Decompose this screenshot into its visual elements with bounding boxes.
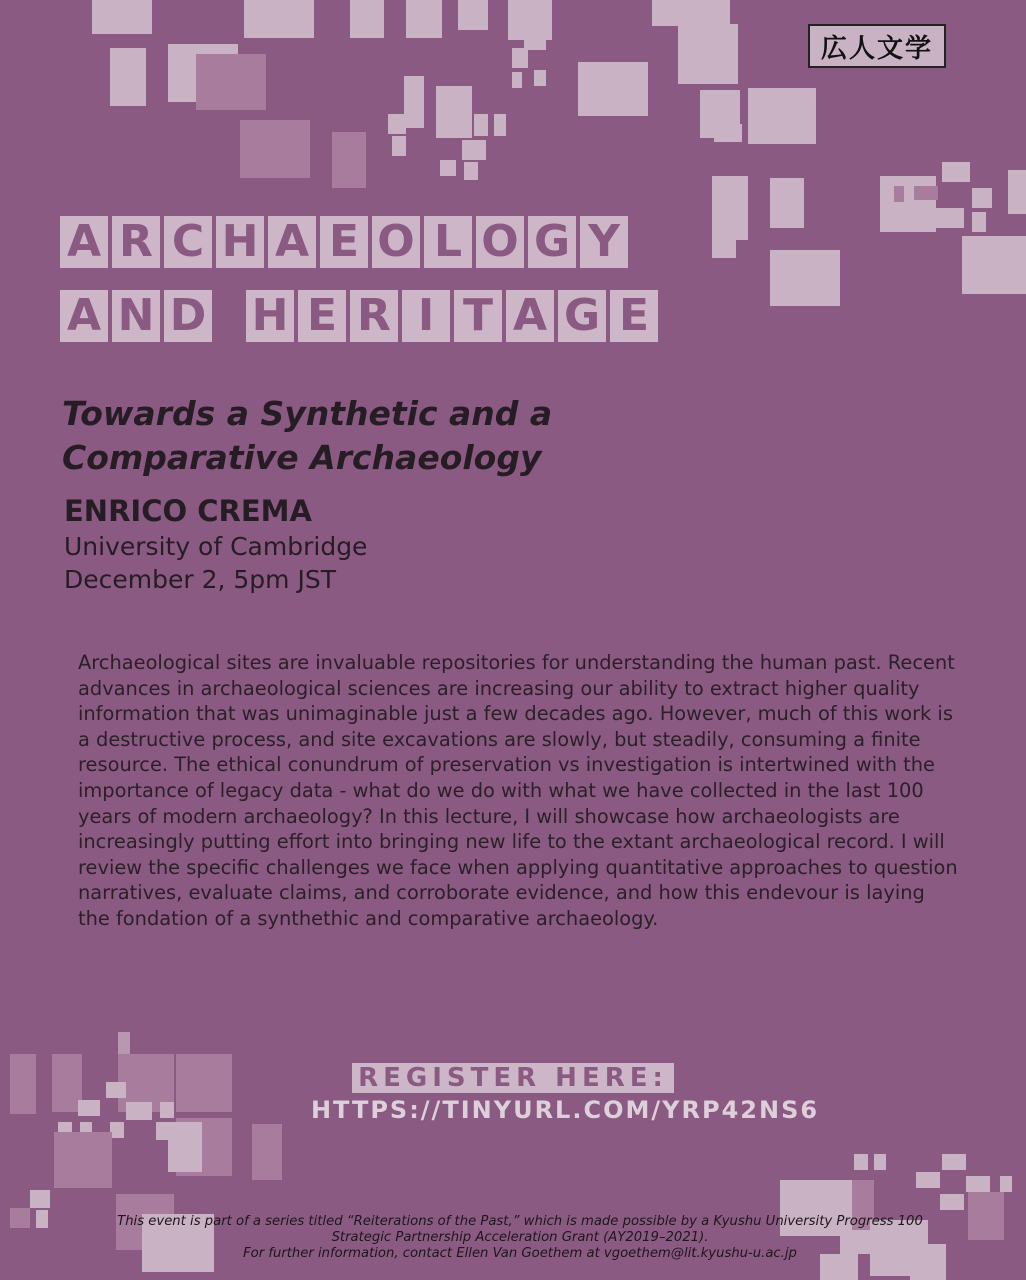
title-letter: A	[60, 216, 108, 268]
title-letter: H	[246, 290, 294, 342]
speaker-affiliation: University of Cambridge	[64, 532, 368, 561]
title-line-1	[60, 216, 628, 268]
title-line-2	[60, 290, 658, 342]
title-letter: L	[424, 216, 472, 268]
title-letter: E	[610, 290, 658, 342]
speaker-name: ENRICO CREMA	[64, 494, 312, 528]
title-letter: Y	[580, 216, 628, 268]
title-letter: A	[506, 290, 554, 342]
event-date: December 2, 5pm JST	[64, 565, 336, 594]
speaker-details	[64, 530, 367, 596]
title-space	[216, 290, 242, 342]
title-letter: E	[320, 216, 368, 268]
title-letter: D	[164, 290, 212, 342]
institution-logo: 広人文学	[808, 24, 946, 68]
title-letter: H	[216, 216, 264, 268]
lecture-title: Towards a Synthetic and a Comparative Archaeology	[62, 394, 553, 477]
title-letter: R	[112, 216, 160, 268]
title-letter: T	[454, 290, 502, 342]
title-letter: O	[372, 216, 420, 268]
title-letter: R	[350, 290, 398, 342]
title-letter: C	[164, 216, 212, 268]
title-letter: G	[528, 216, 576, 268]
title-letter: A	[60, 290, 108, 342]
title-letter: O	[476, 216, 524, 268]
title-letter: N	[112, 290, 160, 342]
footer-line: Strategic Partnership Acceleration Grant (AY2019–2021).	[331, 1230, 709, 1245]
footer-contact: For further information, contact Ellen Van Goethem at vgoethem@lit.kyushu-u.ac.jp	[243, 1246, 797, 1261]
title-letter: A	[268, 216, 316, 268]
title-letter: G	[558, 290, 606, 342]
lecture-abstract: Archaeological sites are invaluable repositories for understanding the human past. Recent advances in archaeological sciences are increasing our ability to extract higher quality information that was unimaginable just a few decades ago. However, much of this work is a destructive process, and site excavations are slowly, but steadily, consuming a finite resource. The ethical conundrum of preservation vs investigation is intertwined with the importance of legacy data - what do we do with what we have collected in the last 100 years of modern archaeology? In this lecture, I will showcase how archaeologists are increasingly putting effort into bringing new life to the extant archaeological record. I will review the specific challenges we face when applying quantitative approaches to question narratives, evaluate claims, and corroborate evidence, and how this endevour is laying the fondation of a synthethic and comparative archaeology.	[78, 651, 958, 930]
title-letter: I	[402, 290, 450, 342]
footer-line: This event is part of a series titled “Reiterations of the Past,” which is made possible by a Kyushu University Progress 100	[117, 1214, 923, 1229]
register-heading	[0, 1063, 1026, 1093]
register-link[interactable]: HTTPS://TINYURL.COM/YRP42NS6	[310, 1096, 820, 1124]
register-label: REGISTER HERE:	[352, 1063, 674, 1093]
title-letter: E	[298, 290, 346, 342]
footer-note	[40, 1214, 1000, 1262]
